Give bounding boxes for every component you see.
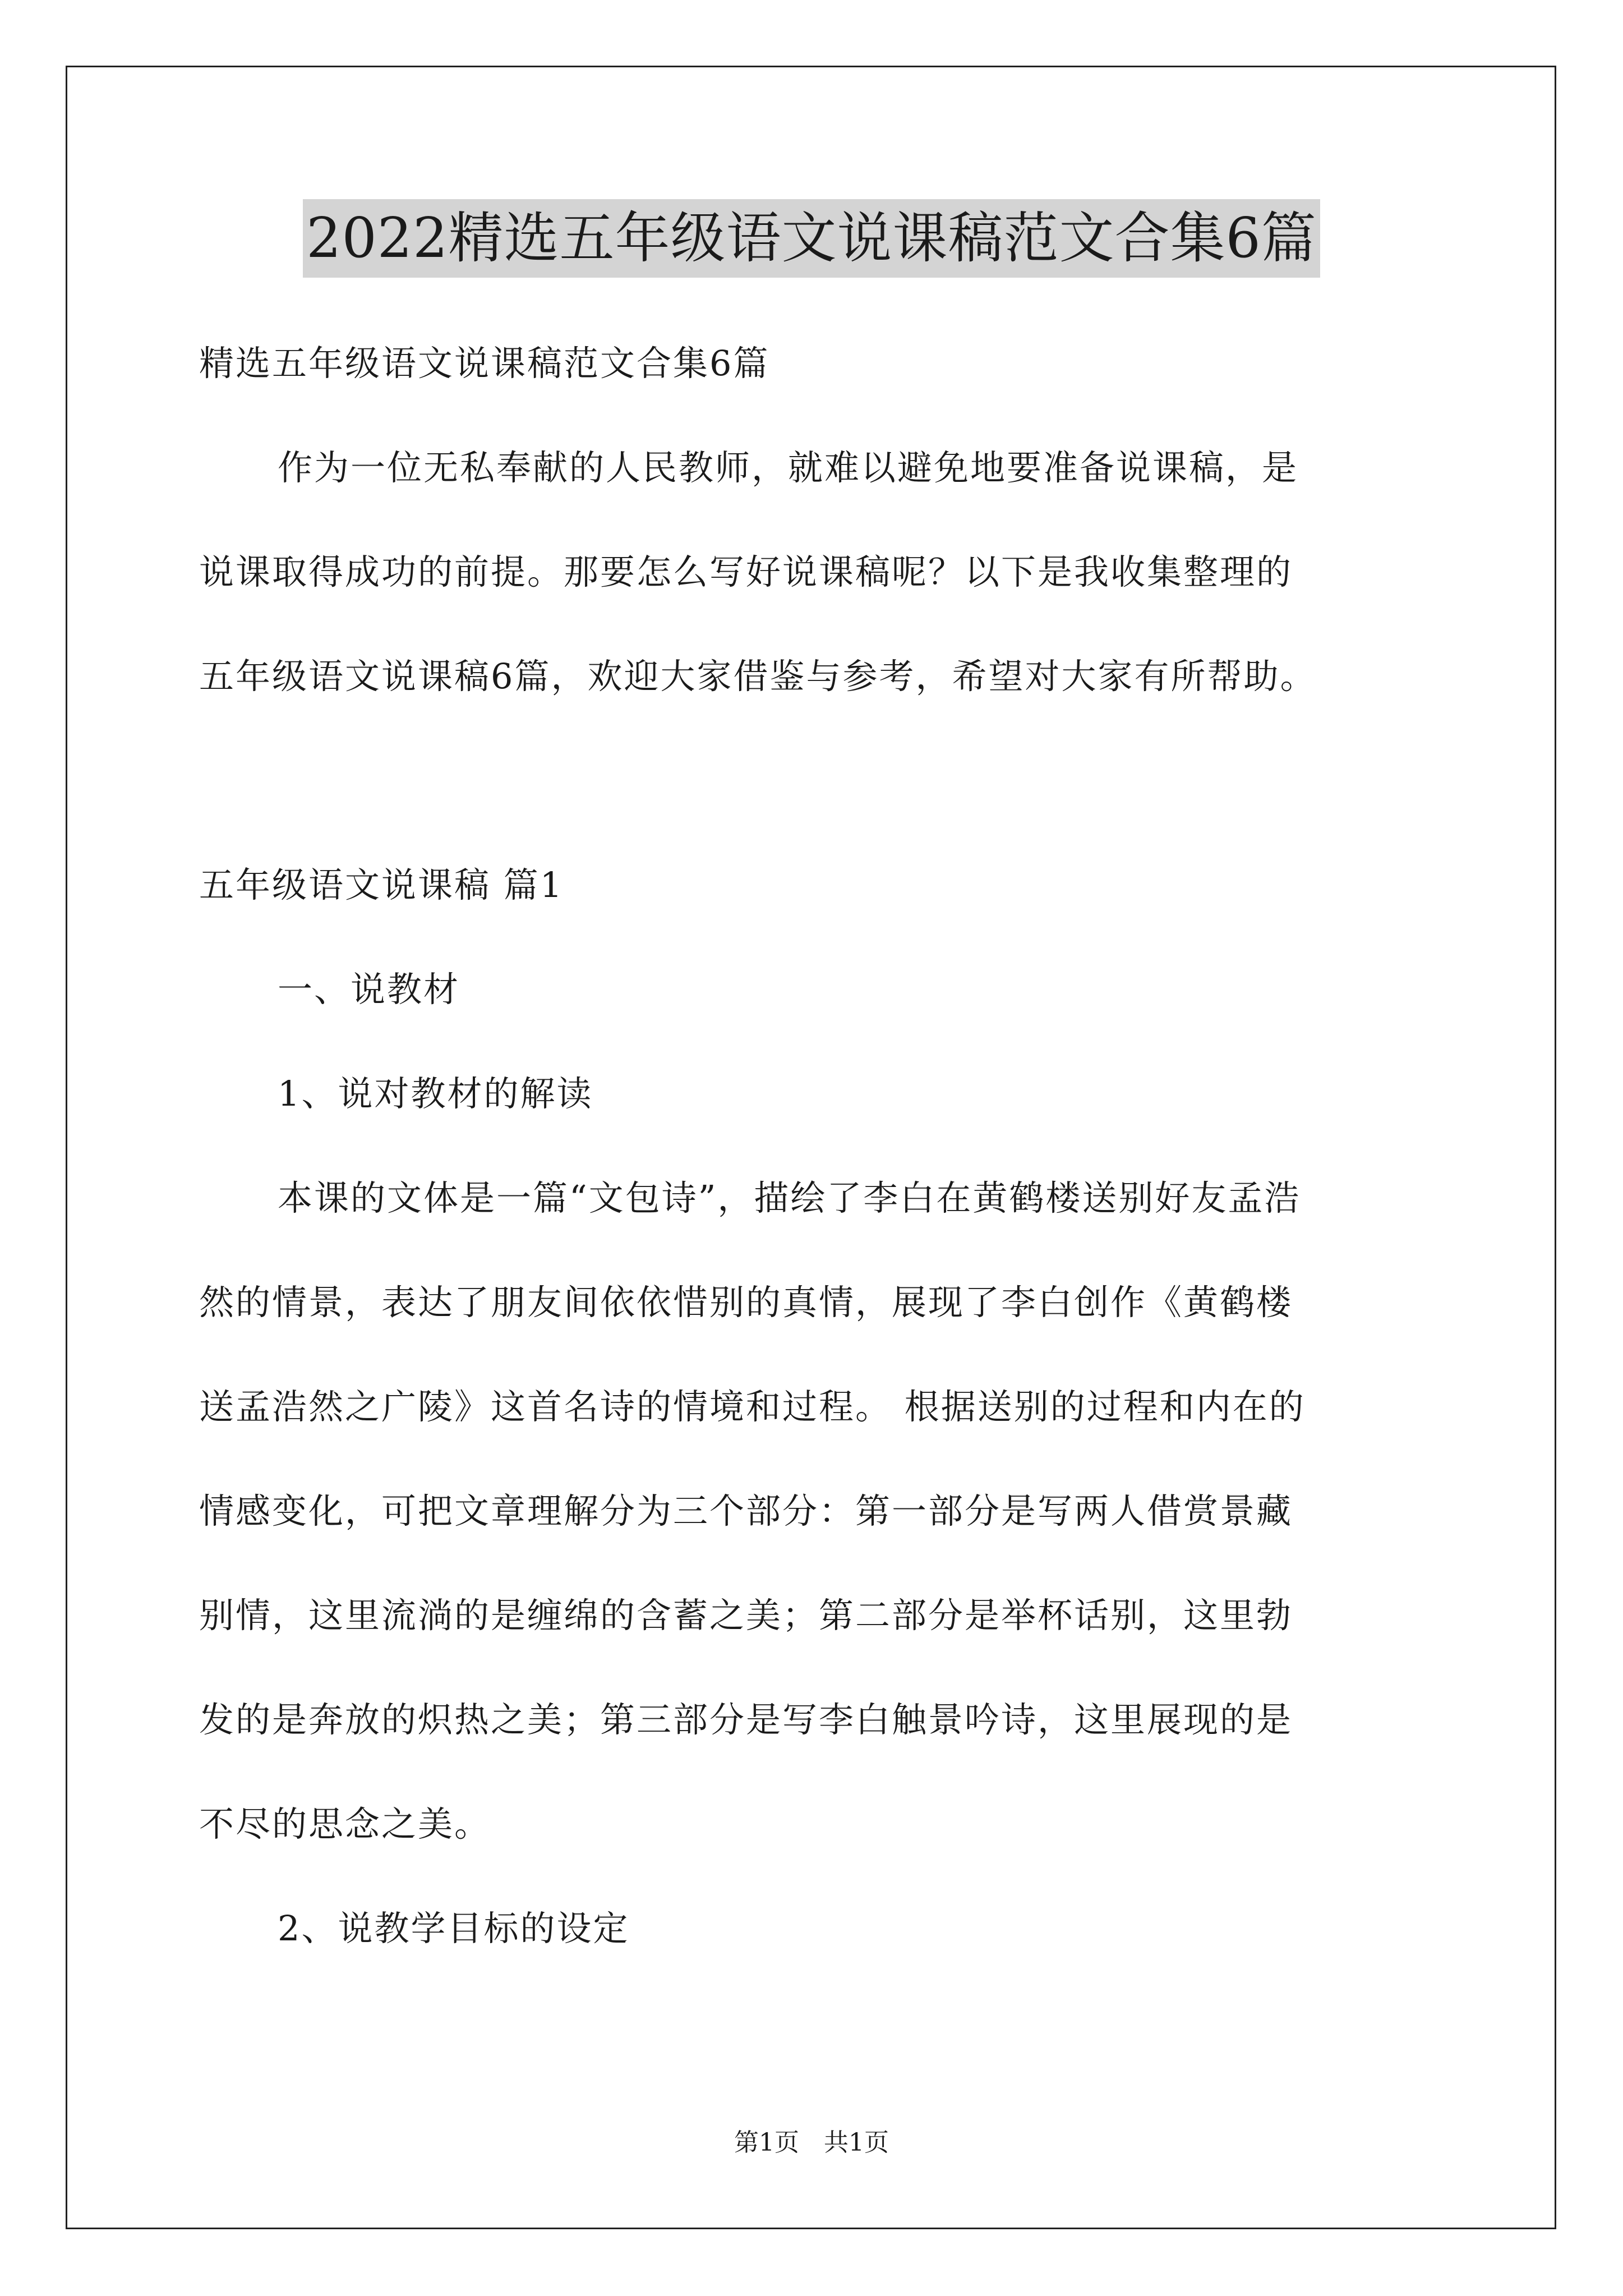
sub-heading-1: 1、说对教材的解读 [278,1073,593,1114]
subtitle: 精选五年级语文说课稿范文合集6篇 [199,343,770,384]
sub-heading-2: 2、说教学目标的设定 [278,1908,630,1949]
body-line-1: 本课的文体是一篇“文包诗”，描绘了李白在黄鹤楼送别好友孟浩 [278,1177,1301,1218]
body-line-7: 不尽的思念之美。 [199,1803,491,1844]
spacer [199,729,1433,833]
body-line-5: 别情，这里流淌的是缠绵的含蓄之美；第二部分是举杯话别，这里勃 [199,1595,1293,1636]
body-line-2: 然的情景，表达了朋友间依依惜别的真情，展现了李白创作《黄鹤楼 [199,1282,1293,1323]
part-heading: 一、说教材 [278,969,460,1010]
body-line-6: 发的是奔放的炽热之美；第三部分是写李白触景吟诗，这里展现的是 [199,1699,1293,1740]
title-wrap [0,199,1623,278]
page-footer [0,2126,1623,2160]
intro-line-3: 五年级语文说课稿6篇，欢迎大家借鉴与参考，希望对大家有所帮助。 [199,656,1317,697]
intro-line-1: 作为一位无私奉献的人民教师，就难以避免地要准备说课稿，是 [278,447,1299,488]
intro-line-2: 说课取得成功的前提。那要怎么写好说课稿呢？以下是我收集整理的 [199,551,1293,592]
document-title: 2022精选五年级语文说课稿范文合集6篇 [303,199,1320,278]
document-body [199,311,1433,1981]
body-line-3: 送孟浩然之广陵》这首名诗的情境和过程。 根据送别的过程和内在的 [199,1386,1306,1427]
body-line-4: 情感变化，可把文章理解分为三个部分：第一部分是写两人借赏景藏 [199,1490,1293,1531]
page-number: 第1页 共1页 [734,2128,889,2157]
section-heading: 五年级语文说课稿 篇1 [199,864,564,905]
